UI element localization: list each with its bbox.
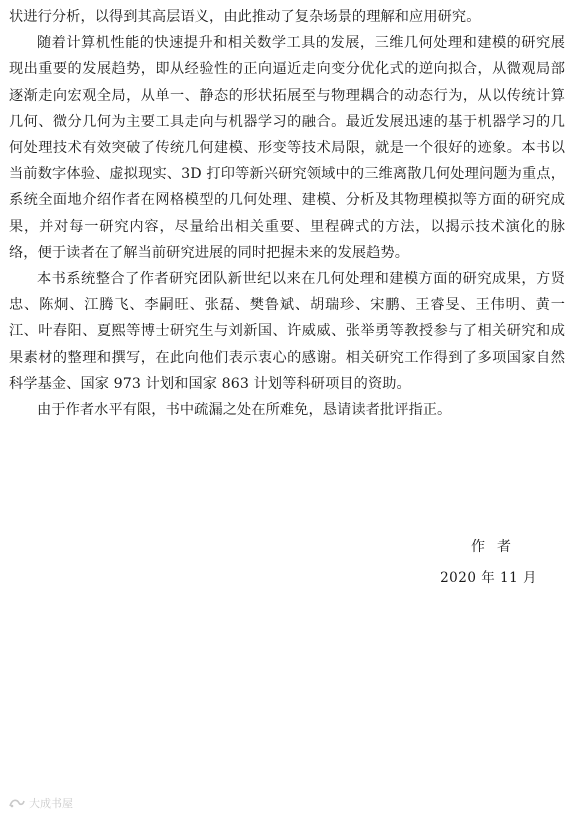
paragraph-closing: 由于作者水平有限，书中疏漏之处在所难免，恳请读者批评指正。 (37, 402, 452, 419)
author-signature: 作者 (471, 539, 523, 555)
watermark-text: 大成书屋 (29, 797, 73, 810)
paragraph-acknowledgements: 本书系统整合了作者研究团队新世纪以来在几何处理和建模方面的研究成果，方贤忠、陈炯、江腾飞、李嗣旺、张磊、樊鲁斌、胡瑞珍、宋鹏、王睿旻、王伟明、黄一江、叶春阳、夏熙等博士研究生与刘新国、许威威、张举勇等教授参与了相关研究和成果素材的整理和撰写，在此向他们表示衷心的感谢。相关研究工作得到了多项国家自然科学基金、国家 973 计划和国家 863 计划等科研项目的资助。 (9, 271, 565, 392)
watermark (8, 795, 73, 811)
logo-icon (8, 797, 26, 809)
paragraph-continuation: 状进行分析，以得到其高层语义，由此推动了复杂场景的理解和应用研究。 (9, 9, 481, 25)
paragraph-research-trends: 随着计算机性能的快速提升和相关数学工具的发展，三维几何处理和建模的研究展现出重要的发展趋势，即从经验性的正向逼近走向变分优化式的逆向拟合，从微观局部逐渐走向宏观全局，从单一、静态的形状拓展至与物理耦合的动态行为，从以传统计算几何、微分几何为主要工具走向与机器学习的融合。最近发展迅速的基于机器学习的几何处理技术有效突破了传统几何建模、形变等技术局限，就是一个很好的迹象。本书以当前数字体验、虚拟现实、3D 打印等新兴研究领域中的三维离散几何处理问题为重点，系统全面地介绍作者在网格模型的几何处理、建模、分析及其物理模拟等方面的研究成果，并对每一研究内容，尽量给出相关重要、里程碑式的方法，以揭示技术演化的脉络，便于读者在了解当前研究进展的同时把握未来的发展趋势。 (9, 35, 565, 261)
date-line: 2020 年 11 月 (440, 570, 537, 586)
preface-body (9, 4, 565, 423)
